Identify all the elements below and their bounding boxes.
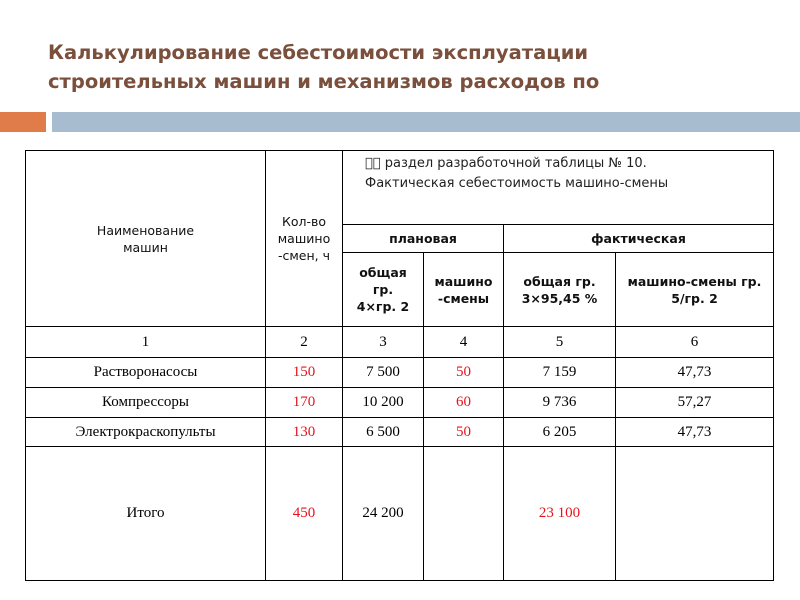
table-intro-line-1:    раздел разработочной таблицы № 10. [365,156,647,171]
column-number: 2 [266,327,343,358]
total-actual-per-shift-empty [616,447,774,581]
planned-total: 7 500 [343,358,424,388]
actual-per-shift: 47,73 [616,418,774,447]
table-intro-line-2: Фактическая себестоимость машино-смены [365,176,669,191]
column-number-row [26,327,774,358]
machine-name: Компрессоры [26,388,266,418]
total-planned: 24 200 [343,447,424,581]
machine-shifts: 170 [266,388,343,418]
planned-total: 10 200 [343,388,424,418]
header-machine-name: Наименование машин [26,151,266,327]
slide-title [48,38,778,96]
cost-table [25,150,774,581]
table-row [26,388,774,418]
column-number: 6 [616,327,774,358]
planned-total: 6 500 [343,418,424,447]
header-actual-per-shift: машино-смены гр. 5/гр. 2 [616,253,774,327]
machine-name: Растворонасосы [26,358,266,388]
column-number: 5 [504,327,616,358]
table-intro [343,151,774,225]
total-row [26,447,774,581]
header-planned-total: общая гр. 4×гр. 2 [343,253,424,327]
header-machine-shifts: Кол-во машино -смен, ч [266,151,343,327]
column-number: 3 [343,327,424,358]
accent-bar-orange [0,112,46,132]
table-row [26,358,774,388]
actual-per-shift: 47,73 [616,358,774,388]
actual-total: 9 736 [504,388,616,418]
header-group-planned: плановая [343,225,504,253]
actual-total: 6 205 [504,418,616,447]
total-actual: 23 100 [504,447,616,581]
column-number: 1 [26,327,266,358]
table-row [26,418,774,447]
column-number: 4 [424,327,504,358]
machine-shifts: 150 [266,358,343,388]
total-shifts: 450 [266,447,343,581]
total-planned-per-shift-empty [424,447,504,581]
slide-title-line-2: строительных машин и механизмов расходов по [48,70,600,93]
header-planned-per-shift: машино -смены [424,253,504,327]
header-actual-total: общая гр. 3×95,45 % [504,253,616,327]
machine-name: Электрокраскопульты [26,418,266,447]
actual-total: 7 159 [504,358,616,388]
slide-title-line-1: Калькулирование себестоимости эксплуатации [48,41,589,64]
actual-per-shift: 57,27 [616,388,774,418]
planned-per-shift: 50 [424,418,504,447]
header-group-actual: фактическая [504,225,774,253]
machine-shifts: 130 [266,418,343,447]
planned-per-shift: 60 [424,388,504,418]
total-label: Итого [26,447,266,581]
accent-bar-blue [52,112,800,132]
planned-per-shift: 50 [424,358,504,388]
